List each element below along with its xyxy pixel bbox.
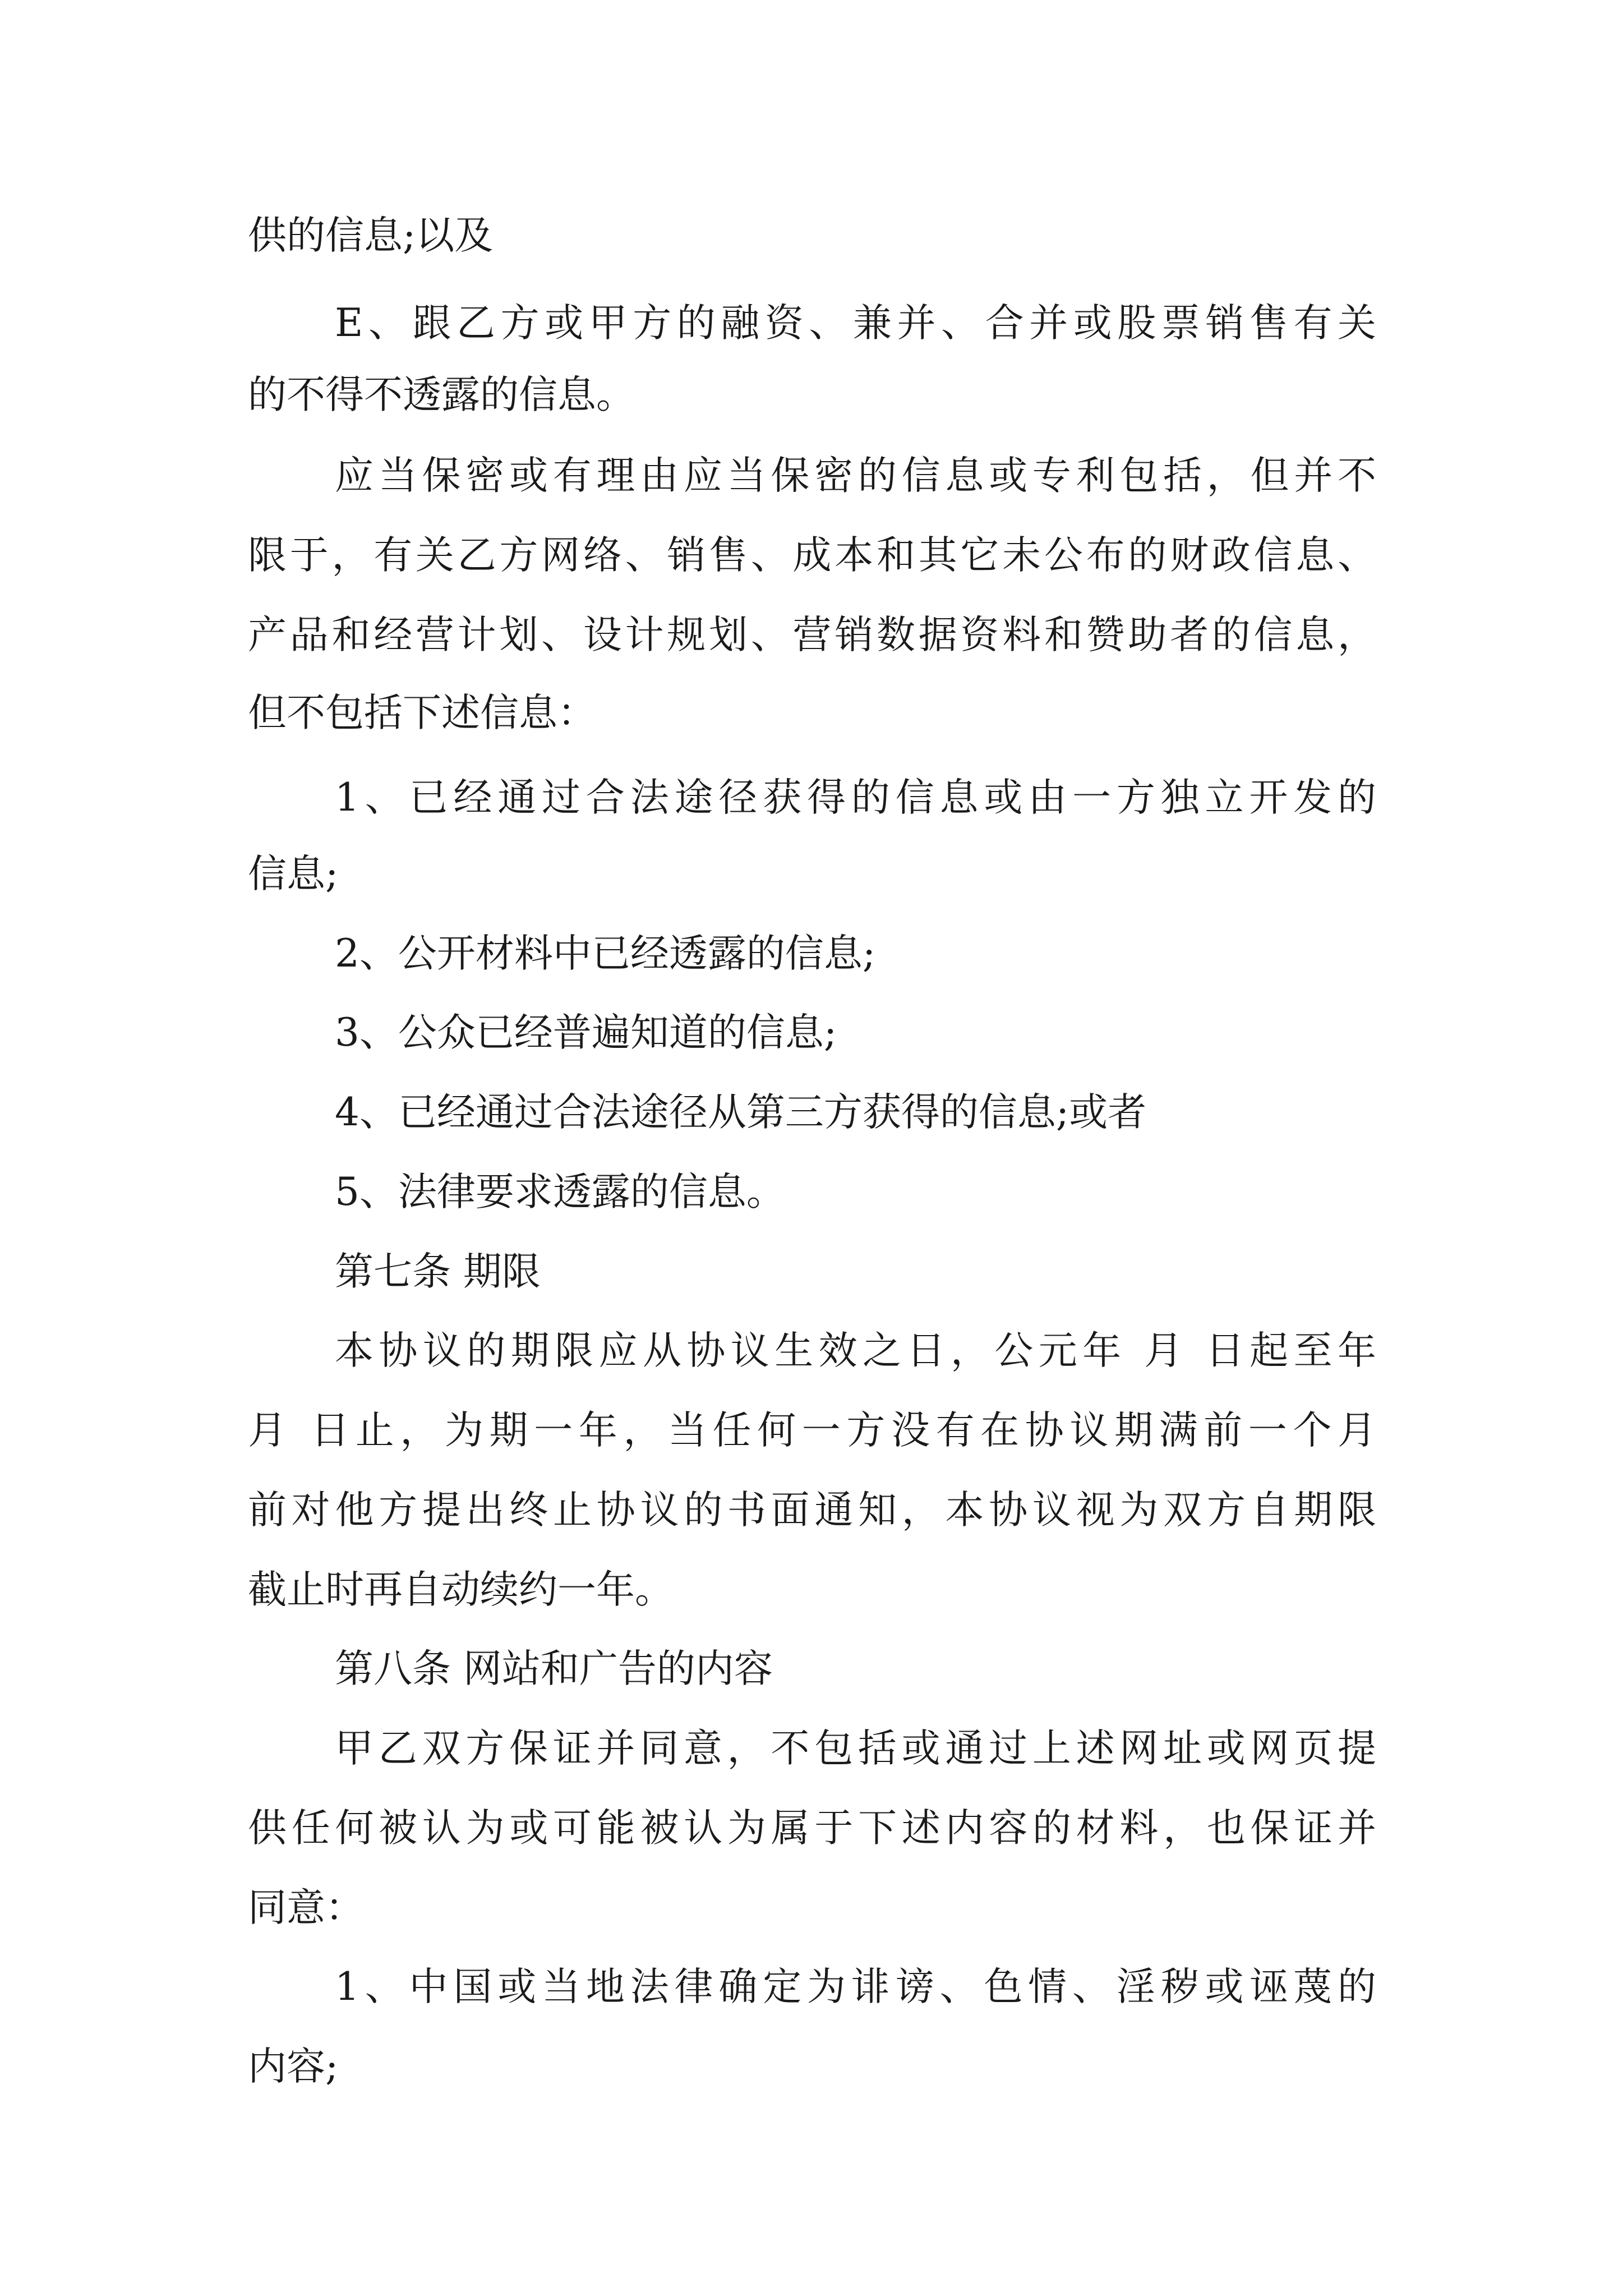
text-line: 甲乙双方保证并同意，不包括或通过上述网址或网页提: [335, 1726, 1376, 1771]
text-line: 5、法律要求透露的信息。: [335, 1170, 785, 1214]
text-line: 但不包括下述信息：: [248, 691, 596, 735]
text-line: E、跟乙方或甲方的融资、兼并、合并或股票销售有关: [335, 301, 1376, 346]
text-line: 应当保密或有理由应当保密的信息或专利包括，但并不: [335, 453, 1376, 498]
text-line: 2、公开材料中已经透露的信息;: [335, 931, 876, 976]
text-line: 供的信息;以及: [248, 213, 494, 258]
text-line: 信息;: [248, 852, 339, 896]
section-heading: 第七条 期限: [335, 1249, 541, 1294]
text-line: 月 日止，为期一年，当任何一方没有在协议期满前一个月: [248, 1408, 1376, 1453]
text-line: 前对他方提出终止协议的书面通知，本协议视为双方自期限: [248, 1488, 1376, 1533]
text-line: 的不得不透露的信息。: [248, 372, 635, 417]
text-line: 限于，有关乙方网络、销售、成本和其它未公布的财政信息、: [248, 533, 1376, 578]
text-line: 内容;: [248, 2044, 339, 2089]
text-line: 4、已经通过合法途径从第三方获得的信息;或者: [335, 1090, 1147, 1135]
text-line: 产品和经营计划、设计规划、营销数据资料和赞助者的信息，: [248, 613, 1376, 657]
text-line: 1、中国或当地法律确定为诽谤、色情、淫秽或诬蔑的: [335, 1964, 1376, 2009]
text-line: 3、公众已经普遍知道的信息;: [335, 1010, 837, 1055]
text-line: 同意：: [248, 1885, 364, 1930]
section-heading: 第八条 网站和广告的内容: [335, 1646, 773, 1691]
text-line: 1、已经通过合法途径获得的信息或由一方独立开发的: [335, 775, 1376, 820]
text-line: 供任何被认为或可能被认为属于下述内容的材料，也保证并: [248, 1806, 1376, 1851]
text-line: 截止时再自动续约一年。: [248, 1567, 674, 1612]
text-line: 本协议的期限应从协议生效之日，公元年 月 日起至年: [335, 1328, 1376, 1373]
